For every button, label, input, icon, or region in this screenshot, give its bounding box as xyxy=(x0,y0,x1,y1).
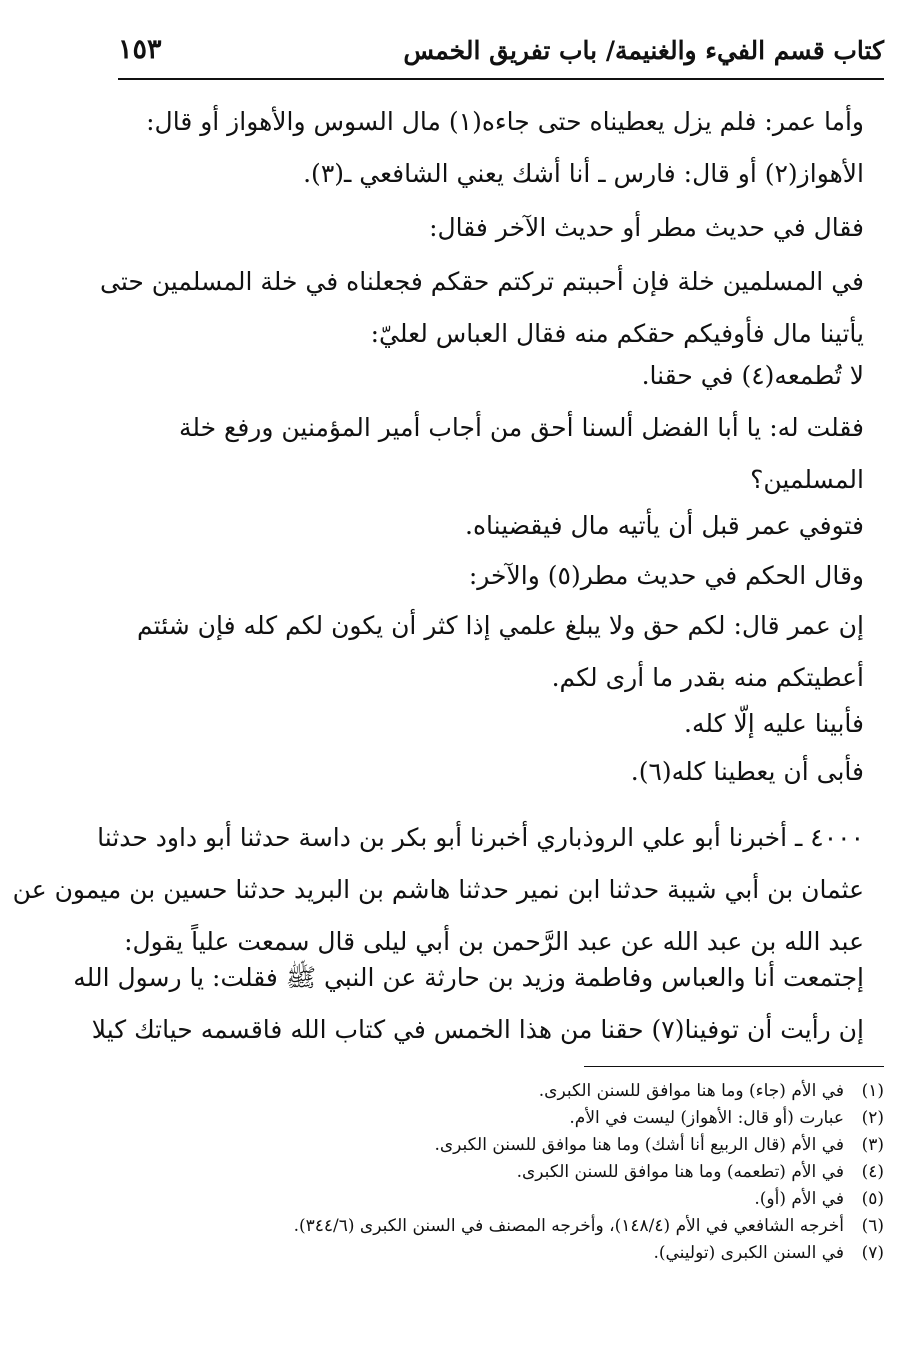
paragraph-he-refused xyxy=(118,746,864,798)
running-title: كتاب قسم الفيء والغنيمة/ باب تفريق الخمس xyxy=(403,36,884,65)
text-line: إجتمعت أنا والعباس وفاطمة وزيد بن حارثة عن النبي ﷺ فقلت: يا رسول الله xyxy=(73,963,864,992)
text-line: يأتينا مال فأوفيكم حقكم منه فقال العباس لعليّ: xyxy=(370,319,864,348)
footnote-text: في السنن الكبرى (توليني). xyxy=(653,1243,844,1263)
text-line: ٤٠٠٠ ـ أخبرنا أبو علي الروذباري أخبرنا أبو بكر بن داسة حدثنا أبو داود حدثنا xyxy=(97,823,864,852)
footnotes xyxy=(118,1078,884,1267)
footnote-3 xyxy=(118,1132,884,1159)
paragraph-umar-said xyxy=(118,600,864,704)
hadith-4000-matn xyxy=(73,952,864,1056)
footnote-number: (١) xyxy=(861,1081,884,1101)
page-header xyxy=(118,28,884,84)
footnote-text: عبارت (أو قال: الأهواز) ليست في الأم. xyxy=(569,1108,844,1128)
footnote-text: في الأم (أو). xyxy=(754,1189,844,1209)
paragraph-matar-hadith xyxy=(118,202,864,254)
page-number: ١٥٣ xyxy=(118,34,162,65)
paragraph-al-hakam xyxy=(118,550,864,602)
footnote-1 xyxy=(118,1078,884,1105)
footnote-number: (٥) xyxy=(861,1189,884,1209)
footnote-text: في الأم (تطعمه) وما هنا موافق للسنن الكبرى. xyxy=(516,1162,844,1182)
paragraph-la-tutmiuhu xyxy=(118,350,864,402)
footnote-text: أخرجه الشافعي في الأم (١٤٨/٤)، وأخرجه المصنف في السنن الكبرى (٣٤٤/٦). xyxy=(293,1216,844,1236)
footnote-number: (٣) xyxy=(861,1135,884,1155)
text-line: الأهواز(٢) أو قال: فارس ـ أنا أشك يعني الشافعي ـ(٣). xyxy=(303,159,864,188)
hadith-4000-isnad xyxy=(12,812,864,968)
text-line: في المسلمين خلة فإن أحببتم تركتم حقكم فجعلناه في خلة المسلمين حتى xyxy=(99,267,864,296)
footnote-7 xyxy=(118,1240,884,1267)
text-line: إن عمر قال: لكم حق ولا يبلغ علمي إذا كثر أن يكون لكم كله فإن شئتم xyxy=(137,611,864,640)
text-line: فقال في حديث مطر أو حديث الآخر فقال: xyxy=(429,213,864,242)
footnote-text: في الأم (قال الربيع أنا أشك) وما هنا موافق للسنن الكبرى. xyxy=(434,1135,844,1155)
text-line: عبد الله بن عبد الله عن عبد الرَّحمن بن أبي ليلى قال سمعت علياً يقول: xyxy=(124,927,864,956)
text-line: إن رأيت أن توفينا(٧) حقنا من هذا الخمس في كتاب الله فاقسمه حياتك كيلا xyxy=(91,1015,864,1044)
footnote-6 xyxy=(118,1213,884,1240)
text-line: المسلمين؟ xyxy=(750,465,864,494)
text-line: فأبينا عليه إلّا كله. xyxy=(684,709,864,738)
paragraph-abu-al-fadl xyxy=(118,402,864,506)
text-line: وأما عمر: فلم يزل يعطيناه حتى جاءه(١) مال السوس والأهواز أو قال: xyxy=(146,107,864,136)
text-line: فتوفي عمر قبل أن يأتيه مال فيقضيناه. xyxy=(465,511,864,540)
paragraph-we-refused xyxy=(118,698,864,750)
text-line: وقال الحكم في حديث مطر(٥) والآخر: xyxy=(468,561,864,590)
footnote-4 xyxy=(118,1159,884,1186)
text-line: فقلت له: يا أبا الفضل ألسنا أحق من أجاب أمير المؤمنين ورفع خلة xyxy=(178,413,864,442)
footnote-2 xyxy=(118,1105,884,1132)
paragraph-umar-giving xyxy=(118,96,864,200)
footnote-number: (٢) xyxy=(861,1108,884,1128)
footnote-5 xyxy=(118,1186,884,1213)
text-line: أعطيتكم منه بقدر ما أرى لكم. xyxy=(551,663,864,692)
text-line: لا تُطمعه(٤) في حقنا. xyxy=(641,361,864,390)
paragraph-umar-died xyxy=(118,500,864,552)
footnote-number: (٦) xyxy=(861,1216,884,1236)
header-rule xyxy=(118,78,884,80)
footnote-number: (٧) xyxy=(861,1243,884,1263)
text-line: فأبى أن يعطينا كله(٦). xyxy=(630,757,864,786)
text-line: عثمان بن أبي شيبة حدثنا ابن نمير حدثنا هاشم بن البريد حدثنا حسين بن ميمون عن xyxy=(12,875,864,904)
paragraph-khalla xyxy=(99,256,864,360)
footnote-text: في الأم (جاء) وما هنا موافق للسنن الكبرى. xyxy=(538,1081,844,1101)
footnote-number: (٤) xyxy=(861,1162,884,1182)
footnote-separator xyxy=(584,1066,884,1067)
